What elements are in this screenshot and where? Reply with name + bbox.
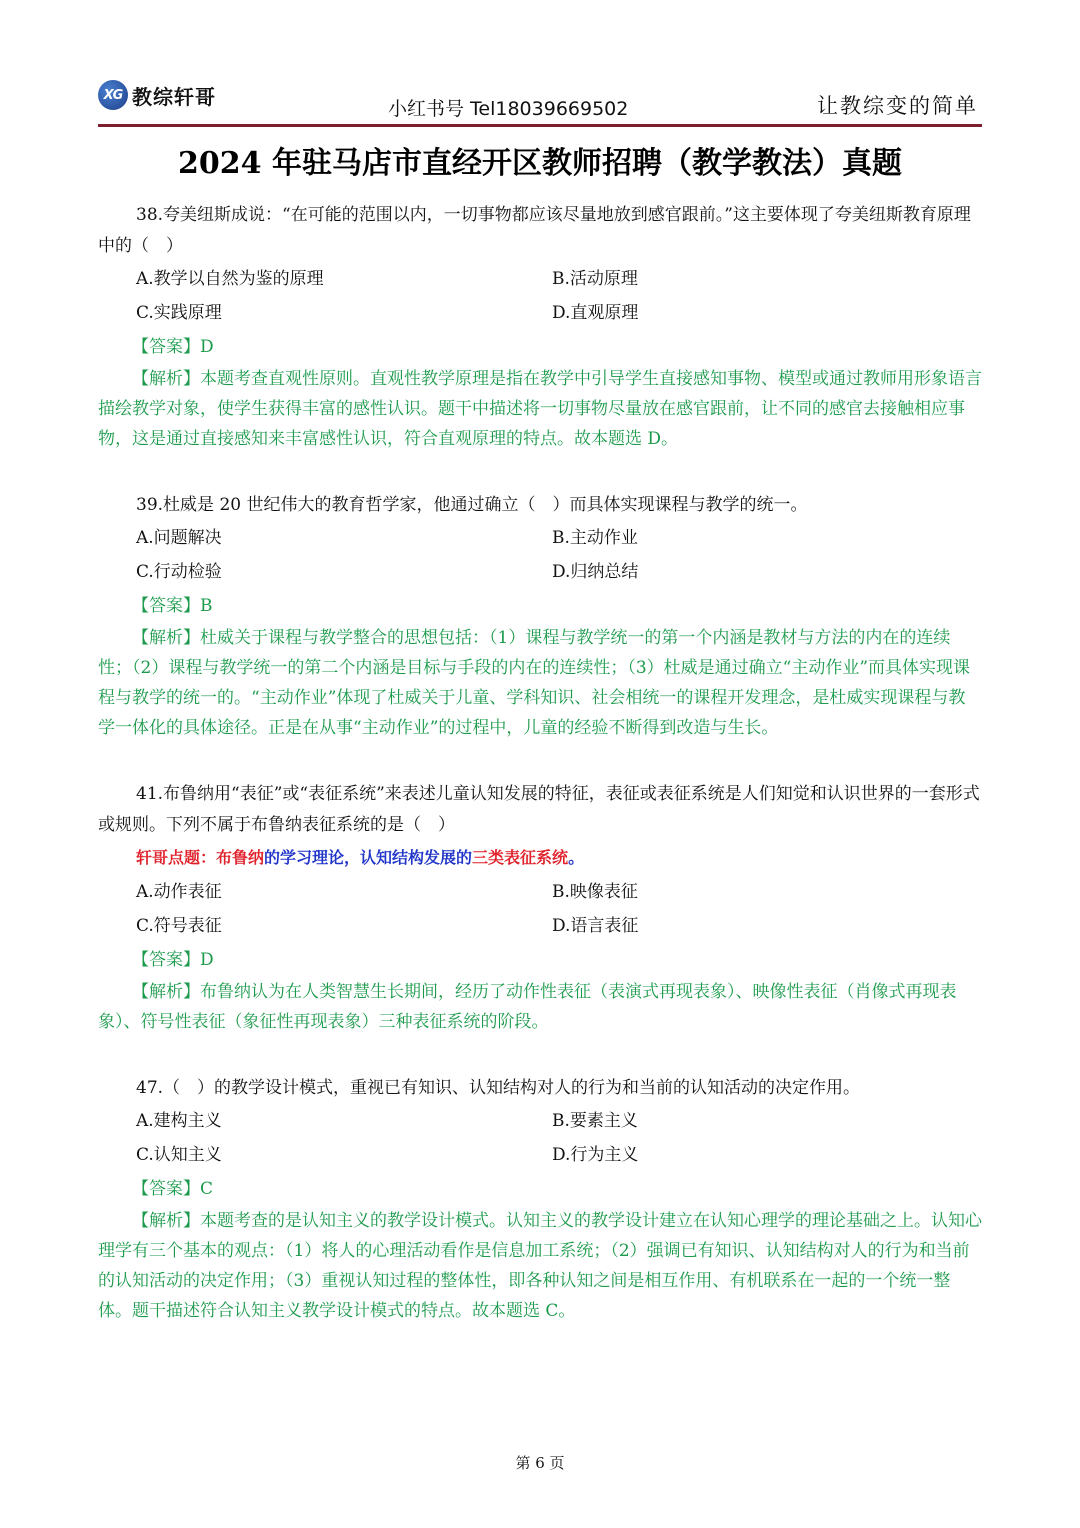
option-c: C.行动检验: [136, 562, 222, 582]
hint-keyword-name: 布鲁纳: [216, 848, 265, 867]
option-c: C.认知主义: [136, 1145, 222, 1165]
header-slogan: 让教综变的简单: [817, 94, 978, 118]
option-b: B.活动原理: [552, 269, 638, 289]
option-grid: [98, 262, 982, 330]
explanation: 【解析】本题考查的是认知主义的教学设计模式。认知主义的教学设计建立在认知心理学的理论基础之上。认知心理学有三个基本的观点：（1）将人的心理活动看作是信息加工系统；（2）强调已有知识、认知结构对人的行为和当前的认知活动的决定作用；（3）重视认知过程的整体性，即各种认知之间是相互作用、有机联系在一起的一个统一整体。题干描述符合认知主义教学设计模式的特点。故本题选 C。: [98, 1211, 982, 1321]
answer-line: 【答案】C: [132, 1179, 214, 1199]
page-header: [98, 78, 982, 128]
hint-keyword-system: 三类表征系统: [472, 848, 569, 867]
hint-text: 的学习理论，认知结构发展的: [264, 848, 473, 867]
option-a: A.教学以自然为鉴的原理: [136, 269, 324, 289]
explanation: 【解析】杜威关于课程与教学整合的思想包括：（1）课程与教学统一的第一个内涵是教材与方法的内在的连续性；（2）课程与教学统一的第二个内涵是目标与手段的内在的连续性；（3）杜威是通过确立“主动作业”而具体实现课程与教学的统一的。“主动作业”体现了杜威关于儿童、学科知识、社会相统一的课程开发理念，是杜威实现课程与教学一体化的具体途径。正是在从事“主动作业”的过程中，儿童的经验不断得到改造与生长。: [98, 628, 971, 738]
hint-line: [98, 841, 982, 875]
answer-line: 【答案】D: [132, 337, 214, 357]
question-block: [98, 490, 982, 743]
question-block: [98, 779, 982, 1037]
option-c: C.实践原理: [136, 303, 222, 323]
option-d: D.行为主义: [552, 1145, 639, 1165]
option-grid: [98, 875, 982, 943]
hint-label: 轩哥点题：: [136, 848, 217, 867]
option-grid: [98, 1104, 982, 1172]
header-divider: [98, 124, 982, 127]
logo-icon: XG: [98, 80, 128, 110]
option-d: D.语言表征: [552, 916, 639, 936]
explanation: 【解析】布鲁纳认为在人类智慧生长期间，经历了动作性表征（表演式再现表象）、映像性表征（肖像式再现表象）、符号性表征（象征性再现表象）三种表征系统的阶段。: [98, 982, 957, 1032]
option-d: D.直观原理: [552, 303, 639, 323]
explanation: 【解析】本题考查直观性原则。直观性教学原理是指在教学中引导学生直接感知事物、模型或通过教师用形象语言描绘教学对象，使学生获得丰富的感性认识。题干中描述将一切事物尽量放在感官跟前，让不同的感官去接触相应事物，这是通过直接感知来丰富感性认识，符合直观原理的特点。故本题选 D。: [98, 369, 982, 449]
option-a: A.动作表征: [136, 882, 222, 902]
hint-end: 。: [568, 848, 585, 867]
option-b: B.主动作业: [552, 528, 638, 548]
question-stem: 38.夸美纽斯成说：“在可能的范围以内，一切事物都应该尽量地放到感官跟前。”这主要体现了夸美纽斯教育原理中的（ ）: [98, 205, 971, 256]
brand-logo: [98, 80, 216, 110]
page-title: 2024 年驻马店市直经开区教师招聘（教学教法）真题: [178, 146, 902, 181]
option-grid: [98, 521, 982, 589]
question-stem: 41.布鲁纳用“表征”或“表征系统”来表述儿童认知发展的特征，表征或表征系统是人们知觉和认识世界的一套形式或规则。下列不属于布鲁纳表征系统的是（ ）: [98, 784, 980, 835]
option-d: D.归纳总结: [552, 562, 639, 582]
option-b: B.映像表征: [552, 882, 638, 902]
answer-line: 【答案】D: [132, 950, 214, 970]
page-number: 第 6 页: [515, 1454, 565, 1472]
logo-text: 教综轩哥: [132, 84, 216, 109]
question-stem: 39.杜威是 20 世纪伟大的教育哲学家，他通过确立（ ）而具体实现课程与教学的统一。: [136, 495, 808, 515]
answer-line: 【答案】B: [132, 596, 213, 616]
question-list: [98, 200, 982, 1326]
option-a: A.问题解决: [136, 528, 222, 548]
question-block: [98, 1073, 982, 1326]
option-b: B.要素主义: [552, 1111, 638, 1131]
option-a: A.建构主义: [136, 1111, 222, 1131]
header-contact: 小红书号 Tel18039669502: [388, 98, 629, 120]
question-block: [98, 200, 982, 454]
option-c: C.符号表征: [136, 916, 222, 936]
question-stem: 47.（ ）的教学设计模式，重视已有知识、认知结构对人的行为和当前的认知活动的决定作用。: [136, 1078, 861, 1098]
